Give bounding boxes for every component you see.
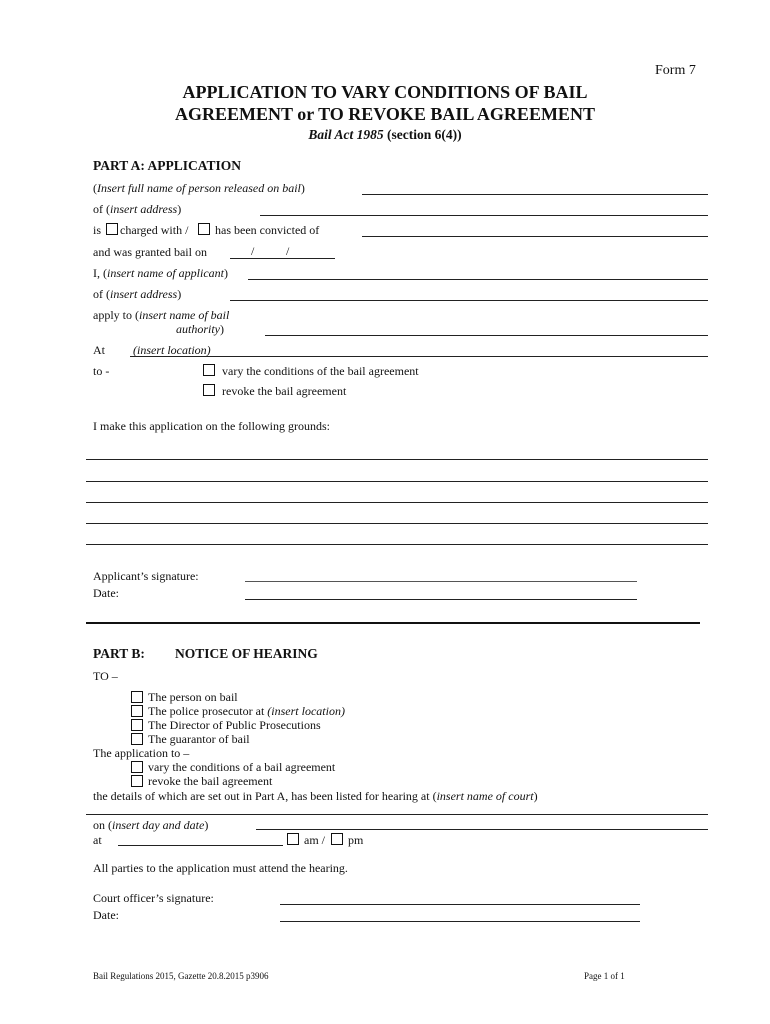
attend-notice: All parties to the application must attend the hearing.: [93, 861, 348, 875]
recipient-police-checkbox[interactable]: [131, 705, 143, 717]
vary-label: vary the conditions of the bail agreement: [222, 364, 419, 378]
page-title-line-1: APPLICATION TO VARY CONDITIONS OF BAIL: [182, 82, 588, 102]
recipient-dpp-checkbox[interactable]: [131, 719, 143, 731]
application-to-label: The application to –: [93, 746, 190, 760]
name-field[interactable]: [362, 194, 708, 195]
bail-authority-label: authority): [176, 322, 224, 336]
location-field[interactable]: [130, 356, 708, 357]
at-label: At: [93, 343, 105, 357]
recipient-guarantor-checkbox[interactable]: [131, 733, 143, 745]
section-divider: [86, 622, 700, 624]
applicant-address-label: of (insert address): [93, 287, 182, 301]
bail-authority-field[interactable]: [265, 335, 708, 336]
hearing-revoke-checkbox[interactable]: [131, 775, 143, 787]
hearing-date-label: on (insert day and date): [93, 818, 209, 832]
grounds-line-3[interactable]: [86, 502, 708, 503]
hearing-time-label: at: [93, 833, 102, 847]
applicant-date-field[interactable]: [245, 599, 637, 600]
grounds-label: I make this application on the following grounds:: [93, 419, 330, 433]
is-label: is: [93, 223, 102, 237]
convicted-checkbox[interactable]: [198, 223, 210, 235]
recipient-person-label: The person on bail: [148, 690, 238, 704]
charged-label: charged with /: [120, 223, 189, 237]
hearing-revoke-label: revoke the bail agreement: [148, 774, 273, 788]
court-name-field[interactable]: [86, 814, 708, 815]
to-label: to -: [93, 364, 110, 378]
hearing-vary-label: vary the conditions of a bail agreement: [148, 760, 336, 774]
applicant-date-label: Date:: [93, 586, 119, 600]
recipient-person-checkbox[interactable]: [131, 691, 143, 703]
name-label: (Insert full name of person released on bail): [93, 181, 305, 195]
pm-label: pm: [348, 833, 364, 847]
officer-signature-label: Court officer’s signature:: [93, 891, 214, 905]
page-subtitle: [0, 127, 770, 143]
bail-date-field[interactable]: [230, 258, 335, 259]
applicant-label: I, (insert name of applicant): [93, 266, 228, 280]
applicant-name-field[interactable]: [248, 279, 708, 280]
pm-checkbox[interactable]: [331, 833, 343, 845]
vary-checkbox[interactable]: [203, 364, 215, 376]
date-slash-2: /: [286, 244, 290, 258]
applicant-signature-label: Applicant’s signature:: [93, 569, 199, 583]
recipient-guarantor-label: The guarantor of bail: [148, 732, 250, 746]
apply-to-label: apply to (insert name of bail: [93, 308, 230, 322]
officer-signature-field[interactable]: [280, 904, 640, 905]
hearing-date-field[interactable]: [256, 829, 708, 830]
revoke-checkbox[interactable]: [203, 384, 215, 396]
applicant-address-field[interactable]: [230, 300, 708, 301]
footer-regulations: Bail Regulations 2015, Gazette 20.8.2015 p3906: [93, 971, 269, 981]
officer-date-field[interactable]: [280, 921, 640, 922]
grounds-line-1[interactable]: [86, 459, 708, 460]
part-b-heading: NOTICE OF HEARING: [175, 646, 318, 661]
recipient-police-label: The police prosecutor at (insert location): [148, 704, 345, 718]
address-label: of (insert address): [93, 202, 182, 216]
location-label: (insert location): [133, 343, 211, 357]
part-a-heading: PART A: APPLICATION: [93, 158, 242, 173]
act-name: Bail Act 1985: [308, 127, 384, 142]
recipient-dpp-label: The Director of Public Prosecutions: [148, 718, 321, 732]
grounds-line-2[interactable]: [86, 481, 708, 482]
officer-date-label: Date:: [93, 908, 119, 922]
address-field[interactable]: [260, 215, 708, 216]
details-text: the details of which are set out in Part A, has been listed for hearing at (insert name of court): [93, 789, 538, 803]
form-number: Form 7: [655, 63, 696, 78]
am-checkbox[interactable]: [287, 833, 299, 845]
granted-bail-label: and was granted bail on: [93, 245, 207, 259]
offence-field[interactable]: [362, 236, 708, 237]
footer-page-number: Page 1 of 1: [584, 971, 625, 981]
revoke-label: revoke the bail agreement: [222, 384, 347, 398]
page-title-line-2: AGREEMENT or TO REVOKE BAIL AGREEMENT: [175, 104, 595, 124]
convicted-label: has been convicted of: [215, 223, 320, 237]
part-b-heading-prefix: PART B:: [93, 646, 145, 661]
act-section: (section 6(4)): [387, 127, 462, 142]
date-slash-1: /: [251, 244, 255, 258]
grounds-line-5[interactable]: [86, 544, 708, 545]
hearing-time-field[interactable]: [118, 845, 283, 846]
am-label: am /: [304, 833, 325, 847]
charged-checkbox[interactable]: [106, 223, 118, 235]
to-recipients-label: TO –: [93, 669, 118, 683]
applicant-signature-field[interactable]: [245, 581, 637, 582]
hearing-vary-checkbox[interactable]: [131, 761, 143, 773]
grounds-line-4[interactable]: [86, 523, 708, 524]
